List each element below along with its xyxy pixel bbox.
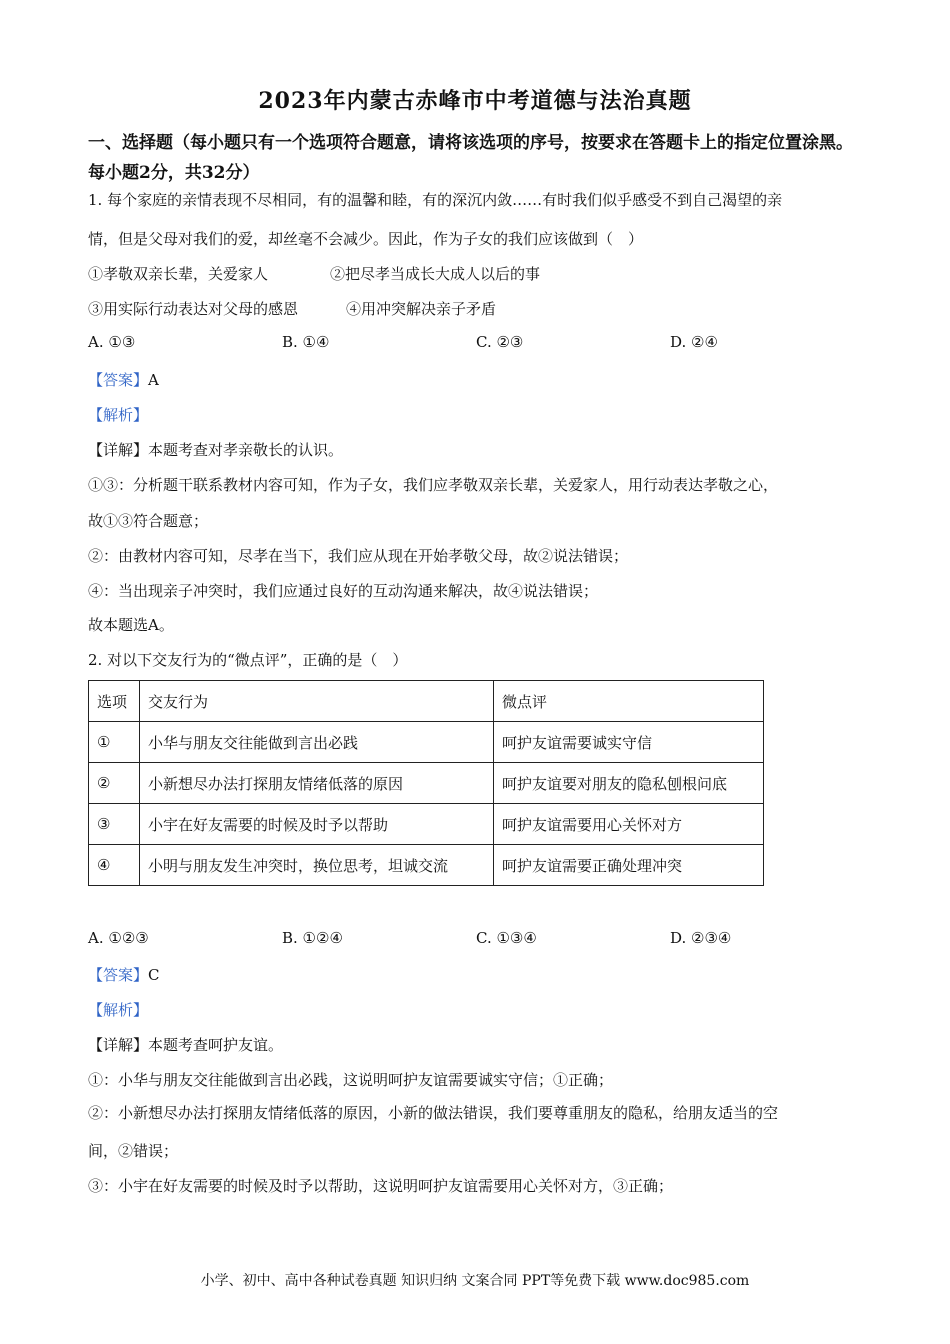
q1-answer-value: A: [148, 371, 159, 389]
table-cell: 小宇在好友需要的时候及时予以帮助: [140, 804, 494, 845]
q1-answer: [88, 369, 159, 390]
q1-option-a: A. ①③: [88, 333, 136, 351]
q1-item-3: ③用实际行动表达对父母的感恩: [88, 300, 299, 318]
table-row: [89, 845, 764, 886]
q1-item-1: ①孝敬双亲长辈，关爱家人: [88, 265, 269, 283]
q2-option-b: B. ①②④: [282, 929, 343, 947]
q1-detail-line-3: ②：由教材内容可知，尽孝在当下，我们应从现在开始孝敬父母，故②说法错误；: [88, 547, 629, 565]
table-row: [89, 763, 764, 804]
page-title: 2023年内蒙古赤峰市中考道德与法治真题: [258, 88, 692, 114]
q2-answer-label: 【答案】: [88, 966, 149, 984]
q2-stem: 2. 对以下交友行为的“微点评”，正确的是（ ）: [88, 651, 408, 669]
table-header-cell: 微点评: [494, 681, 764, 722]
section-heading: 一、选择题（每小题只有一个选项符合题意，请将该选项的序号，按要求在答题卡上的指定位置涂黑。每小题2分，共32分）: [88, 133, 853, 183]
page-footer: 小学、初中、高中各种试卷真题 知识归纳 文案合同 PPT等免费下载 www.doc985.com: [200, 1273, 750, 1289]
q1-answer-label: 【答案】: [88, 371, 149, 389]
q1-option-c: C. ②③: [476, 333, 524, 351]
table-cell: 呵护友谊需要用心关怀对方: [494, 804, 764, 845]
q2-answer-value: C: [148, 966, 160, 984]
q2-analysis-label: 【解析】: [88, 1001, 149, 1019]
q2-detail-line-3: 间，②错误；: [88, 1142, 179, 1160]
q1-analysis-label: 【解析】: [88, 406, 149, 424]
q2-detail-line-2: ②：小新想尽办法打探朋友情绪低落的原因，小新的做法错误，我们要尊重朋友的隐私，给朋友适当的空: [88, 1104, 779, 1122]
q1-item-4: ④用冲突解决亲子矛盾: [346, 300, 497, 318]
table-cell: 呵护友谊需要诚实守信: [494, 722, 764, 763]
q1-option-d: D. ②④: [670, 333, 718, 351]
q1-detail-line-2: 故①③符合题意；: [88, 512, 209, 530]
q1-stem-line-1: 1. 每个家庭的亲情表现不尽相同，有的温馨和睦，有的深沉内敛……有时我们似乎感受不到自己渴望的亲: [88, 191, 783, 209]
table-cell: 呵护友谊需要正确处理冲突: [494, 845, 764, 886]
q1-item-2: ②把尽孝当成长大成人以后的事: [330, 265, 541, 283]
table-cell: ②: [89, 763, 140, 804]
q2-option-a: A. ①②③: [88, 929, 149, 947]
q1-detail-line-5: 故本题选A。: [88, 616, 174, 634]
q2-detail-line-4: ③：小宇在好友需要的时候及时予以帮助，这说明呵护友谊需要用心关怀对方，③正确；: [88, 1177, 674, 1195]
table-cell: 小新想尽办法打探朋友情绪低落的原因: [140, 763, 494, 804]
table-cell: ①: [89, 722, 140, 763]
q2-answer: [88, 964, 160, 985]
table-row: [89, 722, 764, 763]
q2-table: [88, 680, 764, 886]
table-row: [89, 804, 764, 845]
q2-detail-line-1: ①：小华与朋友交往能做到言出必践，这说明呵护友谊需要诚实守信；①正确；: [88, 1071, 614, 1089]
table-cell: 小华与朋友交往能做到言出必践: [140, 722, 494, 763]
table-cell: 小明与朋友发生冲突时，换位思考，坦诚交流: [140, 845, 494, 886]
table-cell: 呵护友谊要对朋友的隐私刨根问底: [494, 763, 764, 804]
table-header-cell: 交友行为: [140, 681, 494, 722]
table-cell: ③: [89, 804, 140, 845]
q1-detail-line-4: ④：当出现亲子冲突时，我们应通过良好的互动沟通来解决，故④说法错误；: [88, 582, 599, 600]
q1-option-b: B. ①④: [282, 333, 330, 351]
q1-detail: 【详解】本题考查对孝亲敬长的认识。: [88, 441, 344, 459]
q1-stem-line-2: 情，但是父母对我们的爱，却丝毫不会减少。因此，作为子女的我们应该做到（ ）: [88, 230, 644, 248]
q1-detail-line-1: ①③：分析题干联系教材内容可知，作为子女，我们应孝敬双亲长辈，关爱家人，用行动表达孝敬之心，: [88, 476, 779, 494]
q2-option-c: C. ①③④: [476, 929, 537, 947]
table-header-row: [89, 681, 764, 722]
table-cell: ④: [89, 845, 140, 886]
q2-option-d: D. ②③④: [670, 929, 732, 947]
table-header-cell: 选项: [89, 681, 140, 722]
q2-detail: 【详解】本题考查呵护友谊。: [88, 1036, 284, 1054]
